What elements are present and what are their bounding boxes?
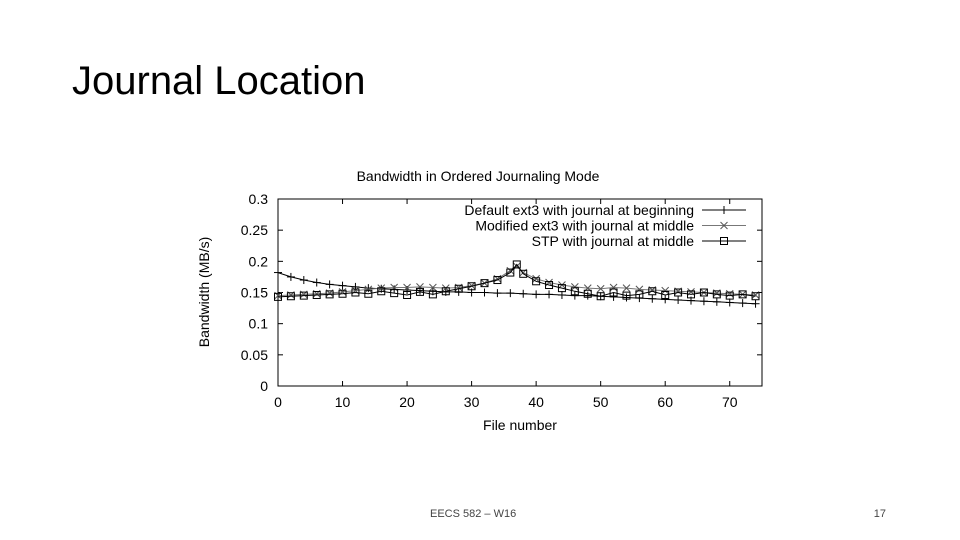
x-tick-label: 70 — [721, 394, 738, 410]
data-point-plus — [648, 295, 656, 303]
x-tick-label: 20 — [399, 394, 415, 410]
series-line — [278, 273, 756, 304]
line-chart — [190, 160, 780, 440]
chart — [190, 160, 780, 440]
data-point-plus — [752, 300, 760, 308]
data-point-plus — [364, 284, 372, 292]
data-point-plus — [519, 290, 527, 298]
data-point-plus — [416, 287, 424, 295]
x-tick-label: 30 — [463, 394, 480, 410]
data-point-plus — [545, 290, 553, 298]
data-point-plus — [610, 293, 618, 301]
legend-label: Default ext3 with journal at beginning — [464, 202, 694, 218]
x-tick-label: 50 — [592, 394, 609, 410]
data-point-plus — [493, 289, 501, 297]
data-point-plus — [661, 295, 669, 303]
data-point-plus — [481, 289, 489, 297]
page-number: 17 — [873, 508, 886, 520]
y-tick-label: 0.25 — [240, 222, 268, 239]
x-tick-label: 10 — [334, 394, 351, 410]
data-point-plus — [326, 280, 334, 288]
x-tick-label: 0 — [274, 394, 282, 410]
y-tick-label: 0.15 — [240, 284, 268, 301]
data-point-plus — [713, 298, 721, 306]
data-point-plus — [571, 292, 579, 300]
series-plus — [274, 269, 760, 308]
y-tick-label: 0.3 — [248, 191, 268, 207]
data-point-plus — [558, 291, 566, 299]
data-point-plus — [351, 283, 359, 291]
y-tick-label: 0 — [260, 378, 268, 394]
data-point-plus — [720, 206, 728, 214]
legend — [464, 202, 746, 249]
data-point-plus — [726, 298, 734, 306]
y-tick-label: 0.05 — [240, 346, 268, 363]
y-axis-label: Bandwidth (MB/s) — [196, 236, 212, 348]
slide-footer: EECS 582 – W16 — [430, 508, 517, 520]
x-tick-label: 40 — [528, 394, 544, 410]
data-point-plus — [300, 276, 308, 284]
data-point-plus — [274, 269, 282, 277]
x-axis-label: File number — [483, 417, 557, 433]
data-point-plus — [739, 299, 747, 307]
data-point-plus — [506, 289, 514, 297]
x-tick-label: 60 — [657, 394, 673, 410]
series-line — [278, 266, 756, 295]
legend-label: Modified ext3 with journal at middle — [475, 217, 694, 234]
y-tick-label: 0.1 — [248, 315, 268, 332]
slide-title: Journal Location — [72, 59, 366, 103]
data-point-plus — [313, 279, 321, 287]
legend-label: STP with journal at middle — [531, 233, 694, 249]
y-tick-label: 0.2 — [248, 253, 268, 270]
data-point-plus — [287, 273, 295, 281]
data-point-plus — [700, 297, 708, 305]
data-point-plus — [674, 296, 682, 304]
chart-title: Bandwidth in Ordered Journaling Mode — [356, 168, 600, 184]
data-point-plus — [532, 290, 540, 298]
